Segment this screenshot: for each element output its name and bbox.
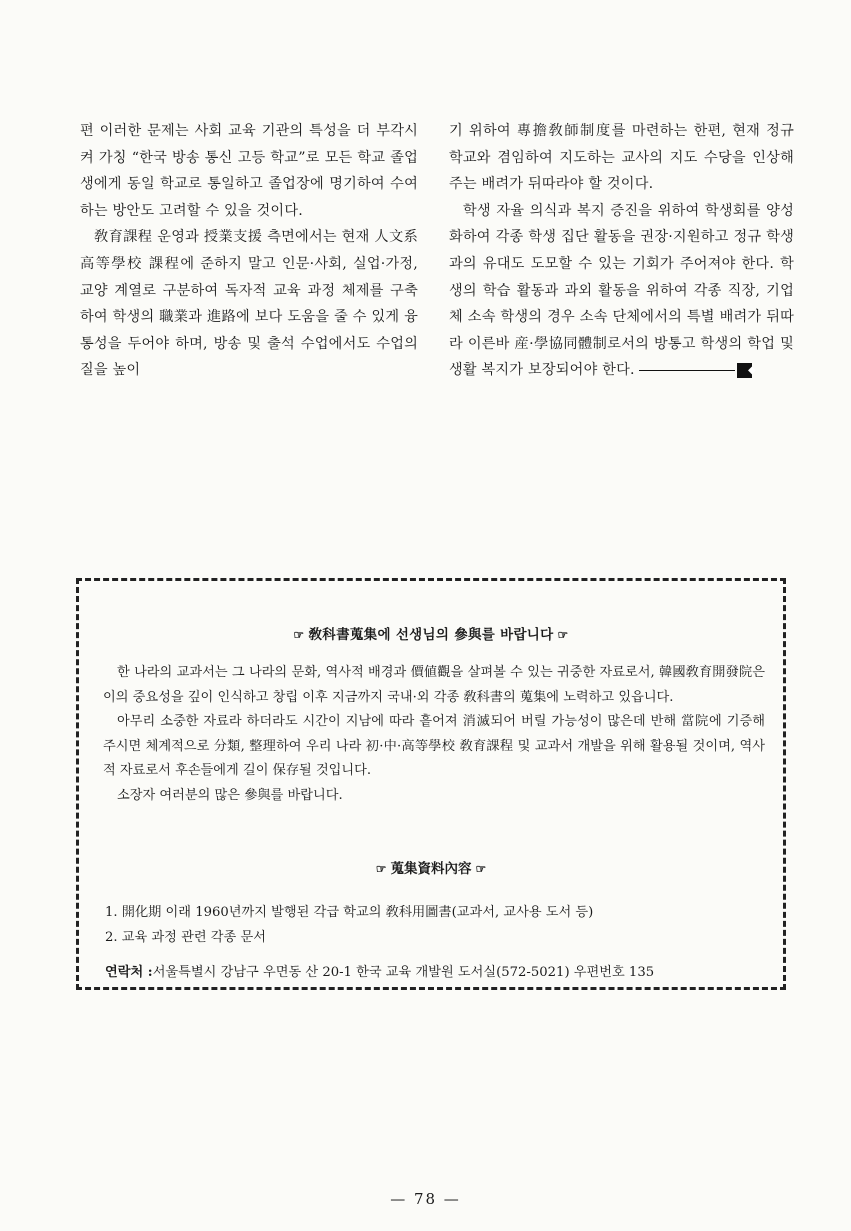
- notice-box: [76, 578, 786, 990]
- notice-subtitle-text: 蒐集資料內容: [390, 861, 472, 877]
- left-column: [80, 118, 418, 384]
- contact-line: [105, 961, 654, 980]
- right-column: [449, 118, 794, 384]
- pointing-hand-icon: ☞: [375, 862, 387, 876]
- notice-subtitle: [79, 857, 783, 877]
- pointing-hand-icon: ☞: [293, 628, 305, 642]
- diamond-end-mark-icon: ◆: [737, 363, 752, 378]
- end-rule: [639, 370, 735, 371]
- collection-list: [105, 901, 593, 950]
- right-paragraph-2: [449, 198, 794, 384]
- list-item: 1. 開化期 이래 1960년까지 발행된 각급 학교의 敎科用圖書(교과서, 교사용 도서 등): [105, 905, 594, 920]
- contact-label: 연락처 :: [105, 965, 153, 980]
- right-paragraph-2-text: 학생 자율 의식과 복지 증진을 위하여 학생회를 양성화하여 각종 학생 집단 활동을 권장·지원하고 정규 학생과의 유대도 도모할 수 있는 기회가 주어져야 한다. 학생의 학습 활동과 과외 활동을 위하여 각종 직장, 기업체 소속 학생의 경우 소속 단체에서의 특별 배려가 뒤따라 이른바 産·學協同體制로서의 방통고 학생의 학업 및 생활 복지가 보장되어야 한다.: [449, 202, 794, 379]
- notice-paragraph-1: 한 나라의 교과서는 그 나라의 문화, 역사적 배경과 價値觀을 살펴볼 수 있는 귀중한 자료로서, 韓國敎育開發院은 이의 중요성을 깊이 인식하고 창립 이후 지금까지 국내·외 각종 敎科書의 蒐集에 노력하고 있읍니다.: [103, 665, 765, 705]
- contact-text: 서울특별시 강남구 우면동 산 20-1 한국 교육 개발원 도서실(572-5021) 우편번호 135: [152, 965, 655, 980]
- notice-title: [79, 623, 783, 643]
- notice-body: [103, 661, 765, 808]
- list-item: 2. 교육 과정 관련 각종 문서: [105, 929, 266, 945]
- left-paragraph-1: 편 이러한 문제는 사회 교육 기관의 특성을 더 부각시켜 가칭 “한국 방송 통신 고등 학교”로 모든 학교 졸업생에게 동일 학교로 통일하고 졸업장에 명기하여 수여하는 방안도 고려할 수 있을 것이다.: [80, 123, 418, 219]
- notice-title-text: 敎科書蒐集에 선생님의 參與를 바랍니다: [308, 627, 554, 643]
- pointing-hand-icon: ☞: [475, 862, 487, 876]
- notice-paragraph-2: 아무리 소중한 자료라 하더라도 시간이 지남에 따라 흩어져 消滅되어 버릴 가능성이 많은데 반해 當院에 기증해 주시면 체계적으로 分類, 整理하여 우리 나라 初·中·高等學校 敎育課程 및 교과서 개발을 위해 활용될 것이며, 역사적 자료로서 후손들에게 길이 保存될 것입니다.: [103, 714, 765, 778]
- pointing-hand-icon: ☞: [557, 628, 569, 642]
- left-paragraph-2: 敎育課程 운영과 授業支援 측면에서는 현재 人文系 高等學校 課程에 준하지 말고 인문·사회, 실업·가정, 교양 계열로 구분하여 독자적 교육 과정 체제를 구축하여 학생의 職業과 進路에 보다 도움을 줄 수 있게 융통성을 두어야 하며, 방송 및 출석 수업에서도 수업의 질을 높이: [80, 229, 418, 379]
- end-mark: [639, 363, 756, 378]
- right-paragraph-1: 기 위하여 專擔敎師制度를 마련하는 한편, 현재 정규 학교와 겸임하여 지도하는 교사의 지도 수당을 인상해 주는 배려가 뒤따라야 할 것이다.: [449, 123, 794, 193]
- notice-paragraph-3: 소장자 여러분의 많은 參與를 바랍니다.: [117, 787, 343, 803]
- page-number: — 78 —: [390, 1190, 461, 1208]
